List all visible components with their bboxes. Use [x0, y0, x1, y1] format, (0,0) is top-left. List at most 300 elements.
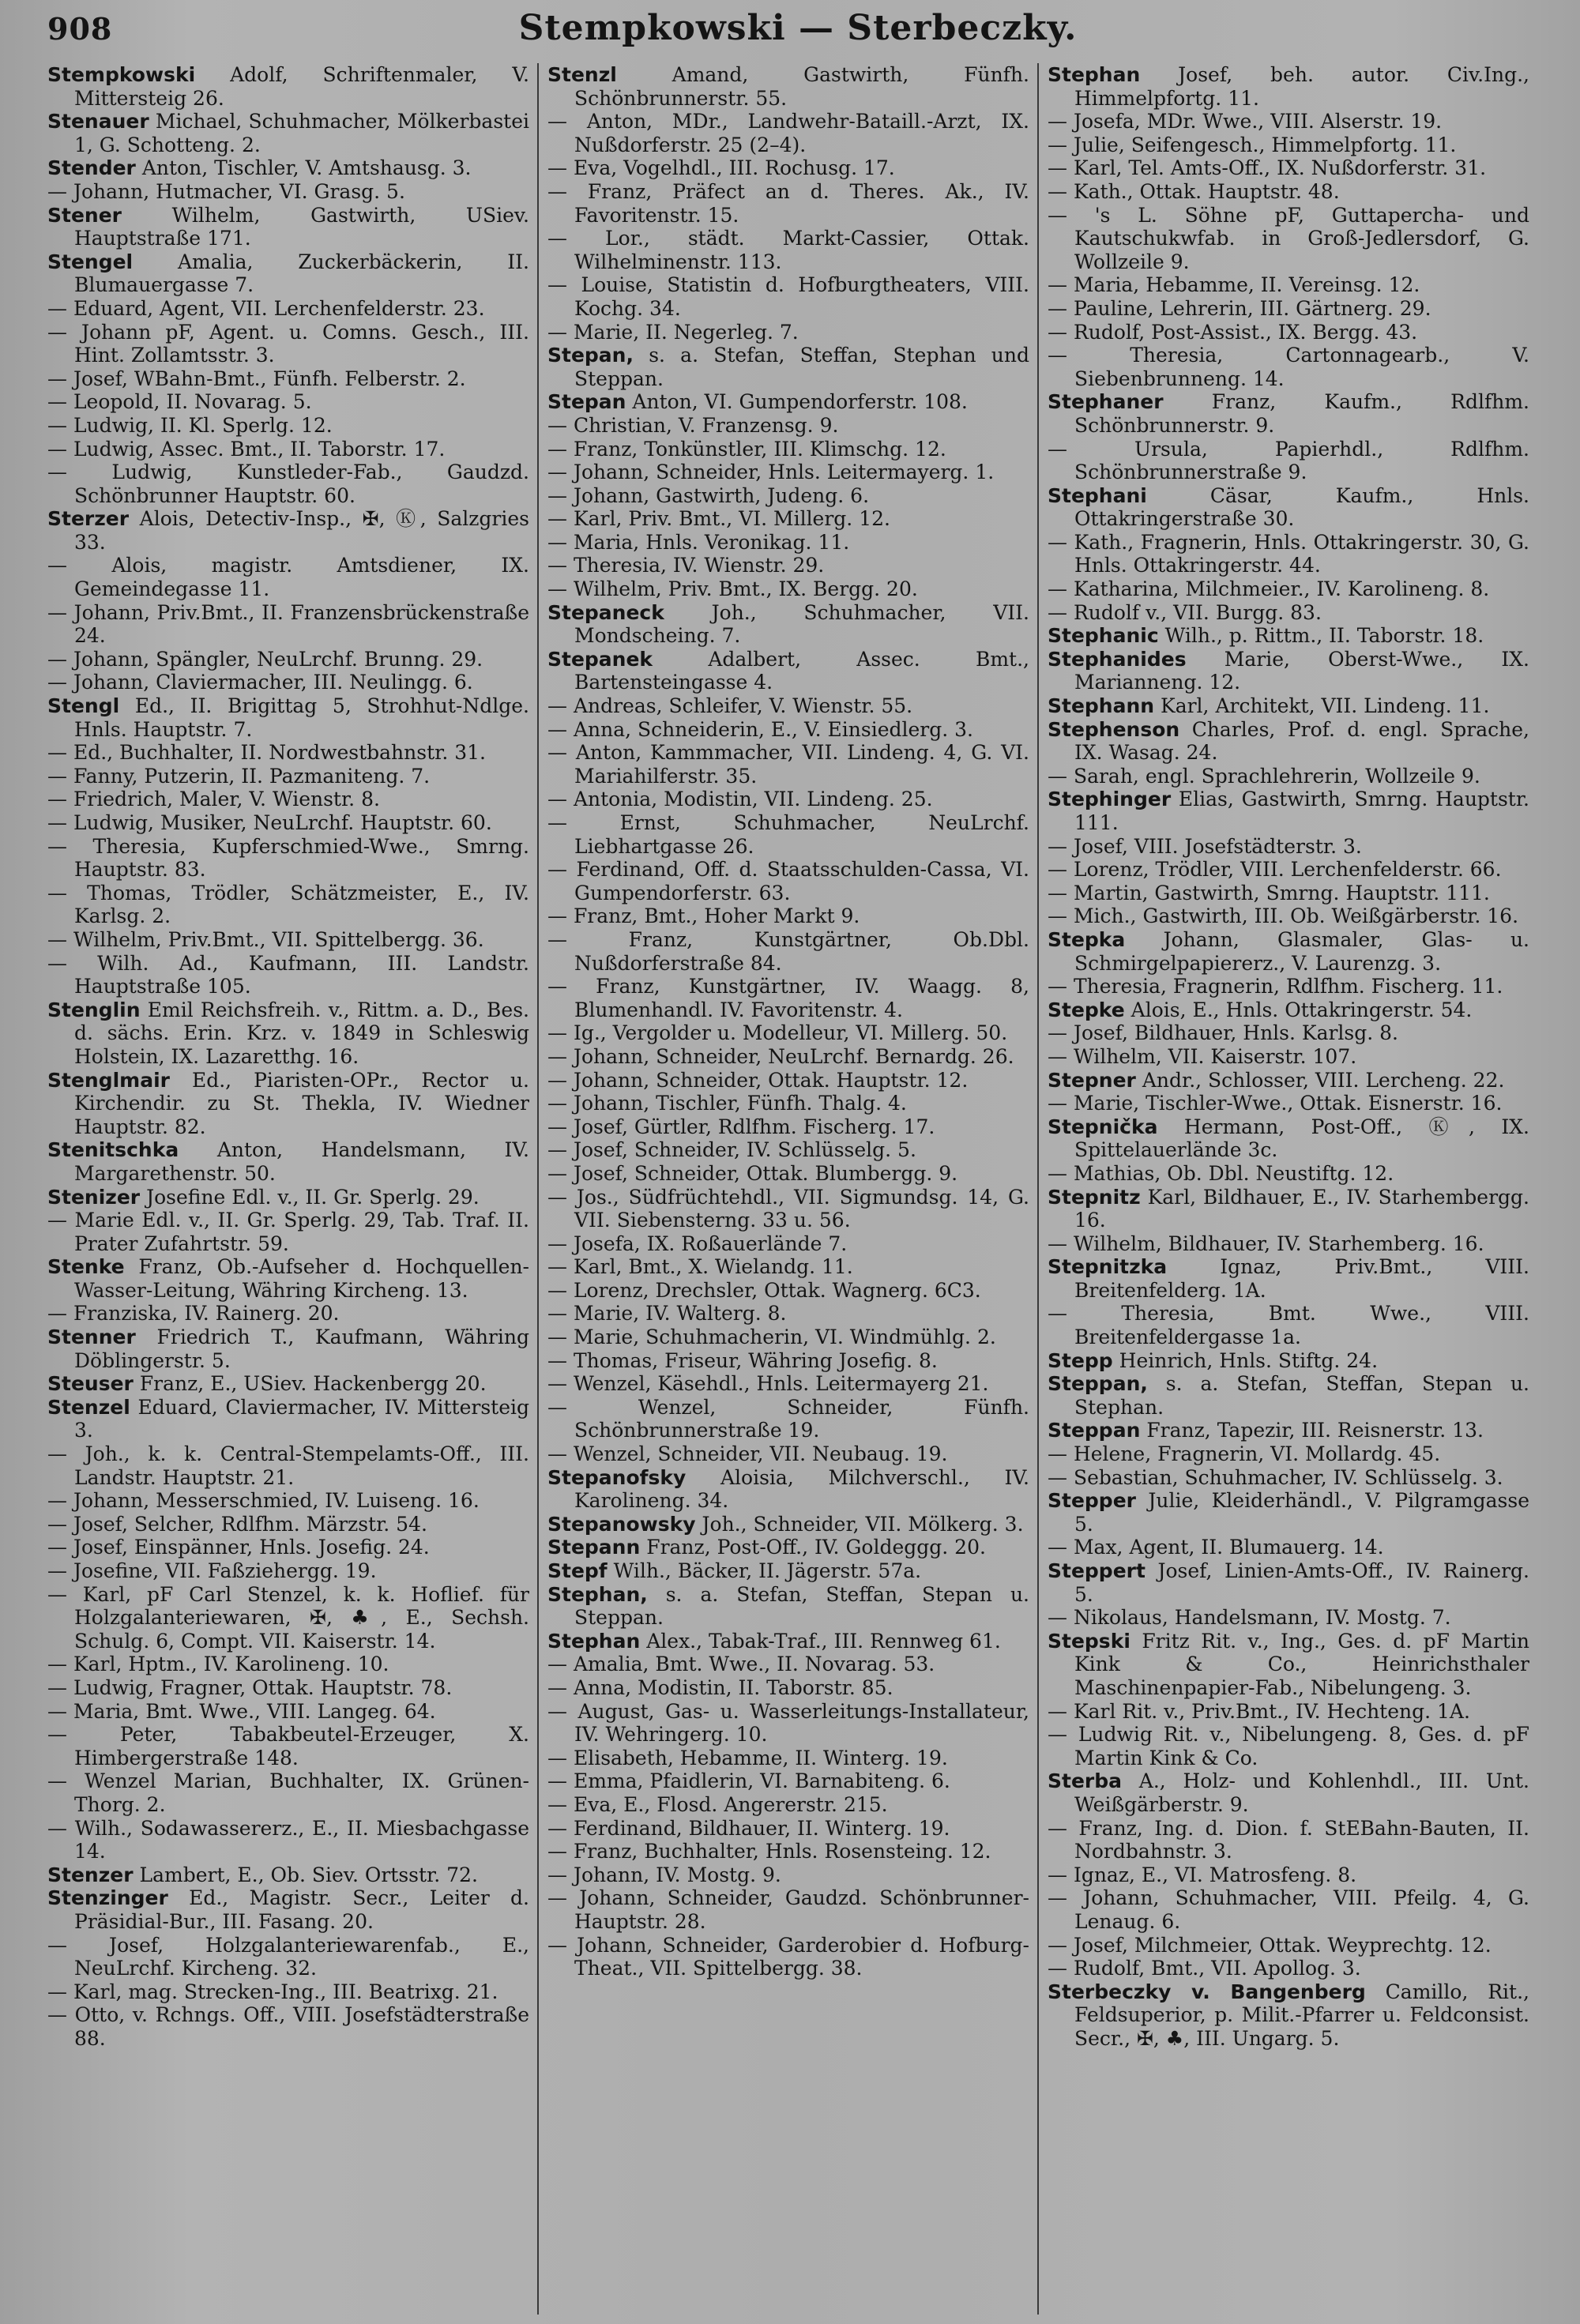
entry-text: Anton, Handelsmann, IV. Margarethenstr. 50.	[74, 1138, 529, 1185]
directory-entry	[1048, 835, 1529, 859]
entry-text: — Thomas, Trödler, Schätzmeister, E., IV. Karlsg. 2.	[47, 881, 529, 928]
directory-entry	[547, 1092, 1029, 1115]
entry-surname: Stephan	[1048, 63, 1141, 86]
entry-text: — Karl, Priv. Bmt., VI. Millerg. 12.	[547, 507, 890, 531]
entry-text: Anton, Tischler, V. Amtshausg. 3.	[135, 156, 472, 180]
directory-entry	[547, 928, 1029, 975]
column-divider	[537, 63, 539, 2315]
directory-entry	[47, 1653, 529, 1676]
entry-text: — Sebastian, Schuhmacher, IV. Schlüsselg. 3.	[1048, 1465, 1503, 1489]
entry-text: Andr., Schlosser, VIII. Lercheng. 22.	[1135, 1068, 1505, 1092]
entry-surname: Stephani	[1048, 483, 1147, 507]
entry-text: — Franz, Kunstgärtner, Ob.Dbl. Nußdorferstraße 84.	[547, 927, 1029, 975]
directory-entry	[1048, 1489, 1529, 1536]
entry-text: — Franz, Präfect an d. Theres. Ak., IV. Favoritenstr. 15.	[547, 179, 1029, 227]
directory-entry	[47, 297, 529, 321]
entry-text: Wilh., Bäcker, II. Jägerstr. 57a.	[607, 1559, 922, 1582]
entry-text: — Max, Agent, II. Blumauerg. 14.	[1048, 1536, 1384, 1559]
directory-entry	[547, 601, 1029, 648]
directory-entry	[1048, 1442, 1529, 1466]
entry-text: — Louise, Statistin d. Hofburgtheaters, VIII. Kochg. 34.	[547, 273, 1029, 320]
directory-entry	[1048, 63, 1529, 110]
directory-entry	[547, 741, 1029, 788]
directory-entry	[547, 1934, 1029, 1980]
entry-text: — Theresia, Bmt. Wwe., VIII. Breitenfeldergasse 1a.	[1048, 1302, 1529, 1349]
entry-text: Wilh., p. Rittm., II. Taborstr. 18.	[1158, 624, 1484, 648]
directory-entry	[1048, 1021, 1529, 1045]
directory-entry	[47, 952, 529, 998]
directory-entry	[547, 1536, 1029, 1559]
directory-entry	[547, 438, 1029, 461]
entry-text: — Peter, Tabakbeutel-Erzeuger, X. Himbergerstraße 148.	[47, 1723, 529, 1769]
directory-entry	[1048, 1536, 1529, 1559]
entry-text: — Josef, Gürtler, Rdlfhm. Fischerg. 17.	[547, 1115, 935, 1138]
directory-entry	[47, 788, 529, 811]
entry-text: Josefine Edl. v., II. Gr. Sperlg. 29.	[140, 1185, 480, 1209]
directory-entry	[547, 718, 1029, 742]
entry-text: — Theresia, Cartonnagearb., V. Siebenbrunneng. 14.	[1048, 344, 1529, 390]
directory-entry	[1048, 1863, 1529, 1887]
entry-surname: Stepann	[547, 1536, 641, 1559]
entry-text: — Ig., Vergolder u. Modelleur, VI. Millerg. 50.	[547, 1021, 1008, 1045]
directory-entry	[547, 1793, 1029, 1817]
entry-text: — Ludwig, Fragner, Ottak. Hauptstr. 78.	[47, 1675, 453, 1699]
entry-text: — Pauline, Lehrerin, III. Gärtnerg. 29.	[1048, 296, 1431, 320]
directory-entry	[1048, 484, 1529, 531]
directory-entry	[47, 1138, 529, 1185]
entry-text: — Kath., Fragnerin, Hnls. Ottakringerstr. 30, G. Hnls. Ottakringerstr. 44.	[1048, 530, 1529, 577]
entry-text: — Josef, Milchmeier, Ottak. Weyprechtg. 12.	[1048, 1933, 1492, 1957]
entry-surname: Stepnička	[1048, 1115, 1158, 1138]
directory-entry	[547, 1700, 1029, 1747]
directory-entry	[47, 180, 529, 204]
directory-entry	[1048, 928, 1529, 975]
directory-entry	[547, 180, 1029, 227]
entry-surname: Stepka	[1048, 927, 1126, 951]
directory-entry	[47, 1863, 529, 1887]
entry-text: — Rudolf, Bmt., VII. Apollog. 3.	[1048, 1957, 1361, 1980]
running-title: Stempkowski — Sterbeczky.	[518, 8, 1078, 48]
directory-entry	[1048, 1162, 1529, 1186]
entry-surname: Stenzer	[47, 1863, 134, 1886]
entry-text: Karl, Bildhauer, E., IV. Starhembergg. 16.	[1074, 1185, 1529, 1232]
entry-text: — Wilh. Ad., Kaufmann, III. Landstr. Hauptstraße 105.	[47, 951, 529, 998]
entry-surname: Stephenson	[1048, 717, 1180, 741]
directory-entry	[547, 1513, 1029, 1536]
directory-entry	[47, 156, 529, 180]
entry-text: Camillo, Rit., Feldsuperior, p. Milit.-Pfarrer u. Feldconsist. Secr., ✠, ♣, III. Ungarg. 5.	[1074, 1980, 1529, 2050]
entry-text: Adolf, Schriftenmaler, V. Mittersteig 26.	[74, 63, 529, 110]
directory-entry	[1048, 975, 1529, 998]
directory-entry	[1048, 156, 1529, 180]
directory-entry	[547, 344, 1029, 390]
entry-surname: Stengl	[47, 694, 120, 718]
directory-entry	[1048, 110, 1529, 133]
directory-entry	[47, 250, 529, 297]
entry-surname: Stephanides	[1048, 647, 1187, 671]
directory-entry	[547, 1396, 1029, 1442]
directory-entry	[47, 1723, 529, 1769]
directory-entry	[1048, 1980, 1529, 2051]
entry-text: Franz, E., USiev. Hackenbergg 20.	[133, 1372, 487, 1396]
entry-surname: Stenizer	[47, 1185, 141, 1209]
entry-text: Joh., Schuhmacher, VII. Mondscheing. 7.	[574, 600, 1029, 648]
directory-entry	[47, 671, 529, 694]
directory-entry	[547, 1255, 1029, 1279]
directory-entry	[547, 1442, 1029, 1466]
directory-entry	[1048, 648, 1529, 694]
entry-text: — Johann, Tischler, Fünfh. Thalg. 4.	[547, 1092, 907, 1115]
entry-text: — Johann, Schneider, Ottak. Hauptstr. 12.	[547, 1068, 969, 1092]
directory-entry	[547, 1021, 1029, 1045]
entry-surname: Stepnitzka	[1048, 1255, 1168, 1279]
entry-text: Charles, Prof. d. engl. Sprache, IX. Wasag. 24.	[1074, 717, 1529, 765]
entry-surname: Stepper	[1048, 1489, 1136, 1513]
entry-text: Julie, Kleiderhändl., V. Pilgramgasse 5.	[1074, 1489, 1529, 1536]
directory-entry	[547, 1045, 1029, 1069]
directory-entry	[547, 1769, 1029, 1793]
directory-entry	[1048, 1186, 1529, 1232]
entry-text: — Johann, Schneider, NeuLrchf. Bernardg. 26.	[547, 1044, 1014, 1068]
entry-text: Alex., Tabak-Traf., III. Rennweg 61.	[640, 1629, 1001, 1653]
entry-text: — Theresia, Fragnerin, Rdlfhm. Fischerg. 11.	[1048, 975, 1503, 998]
page-header	[47, 5, 1548, 60]
entry-surname: Stepski	[1048, 1629, 1130, 1653]
entry-text: — Ludwig, Kunstleder-Fab., Gaudzd. Schönbrunner Hauptstr. 60.	[47, 461, 529, 507]
directory-entry	[1048, 321, 1529, 344]
entry-text: — Josef, Holzgalanteriewarenfab., E., NeuLrchf. Kircheng. 32.	[47, 1933, 529, 1980]
directory-entry	[47, 1769, 529, 1816]
entry-text: Elias, Gastwirth, Smrng. Hauptstr. 111.	[1074, 788, 1529, 834]
entry-surname: Stenzl	[547, 63, 617, 86]
entry-text: — Marie, II. Negerleg. 7.	[547, 320, 799, 344]
entry-text: Amand, Gastwirth, Fünfh. Schönbrunnerstr. 55.	[574, 63, 1029, 110]
entry-text: — Ursula, Papierhdl., Rdlfhm. Schönbrunnerstraße 9.	[1048, 437, 1529, 484]
entry-text: — Anton, MDr., Landwehr-Bataill.-Arzt, IX. Nußdorferstr. 25 (2–4).	[547, 110, 1029, 156]
directory-entry	[547, 63, 1029, 110]
directory-entry	[547, 1372, 1029, 1396]
directory-entry	[1048, 718, 1529, 765]
entry-text: — Lorenz, Trödler, VIII. Lerchenfelderstr. 66.	[1048, 858, 1502, 882]
directory-entry	[47, 110, 529, 156]
entry-text: Ed., Magistr. Secr., Leiter d. Präsidial-Bur., III. Fasang. 20.	[74, 1886, 529, 1933]
entry-surname: Stephann	[1048, 694, 1155, 718]
directory-entry	[47, 2003, 529, 2050]
entry-text: — Mathias, Ob. Dbl. Neustiftg. 12.	[1048, 1161, 1394, 1185]
entry-text: Anton, VI. Gumpendorferstr. 108.	[626, 390, 968, 414]
entry-text: — Ernst, Schuhmacher, NeuLrchf. Liebhartgasse 26.	[547, 811, 1029, 858]
entry-text: — Eva, E., Flosd. Angererstr. 215.	[547, 1792, 888, 1816]
entry-text: — Johann, Schneider, Garderobier d. Hofburg-Theat., VII. Spittelbergg. 38.	[547, 1933, 1029, 1980]
entry-surname: Stephanic	[1048, 624, 1159, 648]
directory-entry	[1048, 297, 1529, 321]
entry-text: — Theresia, IV. Wienstr. 29.	[547, 554, 825, 577]
entry-text: s. a. Stefan, Steffan, Stepan u. Steppan.	[574, 1582, 1029, 1630]
directory-entry	[1048, 344, 1529, 390]
directory-entry	[1048, 601, 1529, 625]
entry-text: — Franz, Ing. d. Dion. f. StEBahn-Bauten, II. Nordbahnstr. 3.	[1048, 1816, 1529, 1863]
entry-text: — Johann, Priv.Bmt., II. Franzensbrückenstraße 24.	[47, 600, 529, 648]
entry-text: — Rudolf v., VII. Burgg. 83.	[1048, 600, 1322, 624]
directory-entry	[47, 204, 529, 250]
entry-surname: Steppert	[1048, 1559, 1146, 1582]
directory-entry	[47, 1255, 529, 1302]
directory-entry	[47, 1559, 529, 1583]
entry-surname: Stepanek	[547, 647, 653, 671]
directory-entry	[547, 1115, 1029, 1139]
entry-text: — Karl, mag. Strecken-Ing., III. Beatrixg. 21.	[47, 1980, 498, 2003]
directory-entry	[1048, 1886, 1529, 1933]
entry-surname: Sterba	[1048, 1769, 1123, 1793]
entry-text: Aloisia, Milchverschl., IV. Karolineng. 34.	[574, 1465, 1029, 1513]
entry-text: — Wenzel, Schneider, Fünfh. Schönbrunnerstraße 19.	[547, 1395, 1029, 1442]
entry-text: — Rudolf, Post-Assist., IX. Bergg. 43.	[1048, 320, 1418, 344]
entry-surname: Sterzer	[47, 507, 130, 531]
entry-surname: Stempkowski	[47, 63, 196, 86]
directory-entry	[47, 367, 529, 391]
entry-text: — Christian, V. Franzensg. 9.	[547, 413, 839, 437]
entry-text: — Jos., Südfrüchtehdl., VII. Sigmundsg. 14, G. VII. Siebensterng. 33 u. 56.	[547, 1185, 1029, 1232]
directory-entry	[547, 1863, 1029, 1887]
directory-entry	[1048, 133, 1529, 157]
entry-text: Franz, Tapezir, III. Reisnerstr. 13.	[1140, 1419, 1484, 1442]
directory-entry	[47, 1513, 529, 1536]
directory-entry	[47, 390, 529, 414]
entry-text: — Wilhelm, Priv.Bmt., VII. Spittelbergg. 36.	[47, 927, 484, 951]
directory-entry	[1048, 1255, 1529, 1302]
directory-entry	[547, 648, 1029, 694]
column-divider	[1037, 63, 1039, 2315]
directory-entry	[1048, 1559, 1529, 1606]
entry-text: — Franz, Bmt., Hoher Markt 9.	[547, 904, 860, 928]
entry-text: — Wilhelm, VII. Kaiserstr. 107.	[1048, 1044, 1357, 1068]
entry-text: s. a. Stefan, Steffan, Stephan und Steppan.	[574, 344, 1029, 390]
entry-text: — Ludwig, Musiker, NeuLrchf. Hauptstr. 60.	[47, 811, 492, 834]
entry-text: — Maria, Hnls. Veronikag. 11.	[547, 530, 850, 554]
entry-surname: Stender	[47, 156, 136, 180]
entry-text: — Josefine, VII. Faßziehergg. 19.	[47, 1559, 377, 1582]
directory-entry	[47, 507, 529, 554]
directory-entry	[547, 1630, 1029, 1653]
entry-text: Franz, Post-Off., IV. Goldeggg. 20.	[640, 1536, 986, 1559]
directory-entry	[47, 648, 529, 671]
entry-text: — Johann, Gastwirth, Judeng. 6.	[547, 483, 870, 507]
directory-entry	[547, 156, 1029, 180]
directory-entry	[1048, 1630, 1529, 1700]
entry-text: — Lor., städt. Markt-Cassier, Ottak. Wilhelminenstr. 113.	[547, 227, 1029, 273]
entry-text: Lambert, E., Ob. Siev. Ortsstr. 72.	[133, 1863, 478, 1886]
directory-entry	[1048, 577, 1529, 601]
entry-text: Eduard, Claviermacher, IV. Mittersteig 3.	[74, 1395, 529, 1442]
entry-text: — Josef, Einspänner, Hnls. Josefig. 24.	[47, 1536, 430, 1559]
entry-text: — Johann, Claviermacher, III. Neulingg. 6.	[47, 671, 473, 694]
directory-entry	[1048, 765, 1529, 788]
directory-entry	[47, 321, 529, 367]
directory-entry	[547, 975, 1029, 1021]
directory-entry	[1048, 904, 1529, 928]
directory-entry	[1048, 1069, 1529, 1092]
entry-text: — Katharina, Milchmeier., IV. Karolineng. 8.	[1048, 577, 1490, 601]
entry-text: — Josef, Selcher, Rdlfhm. Märzstr. 54.	[47, 1512, 427, 1536]
directory-entry	[547, 110, 1029, 156]
entry-surname: Steppan,	[1048, 1372, 1148, 1396]
entry-text: Joh., Schneider, VII. Mölkerg. 3.	[695, 1512, 1024, 1536]
directory-entry	[547, 1349, 1029, 1373]
directory-entry	[47, 1536, 529, 1559]
entry-text: Josef, beh. autor. Civ.Ing., Himmelpfortg. 11.	[1074, 63, 1529, 110]
directory-entry	[547, 1326, 1029, 1349]
entry-text: — Leopold, II. Novarag. 5.	[47, 390, 312, 414]
entry-text: — Andreas, Schleifer, V. Wienstr. 55.	[547, 694, 913, 718]
entry-text: — Johann, Schneider, Gaudzd. Schönbrunner-Hauptstr. 28.	[547, 1886, 1029, 1933]
entry-text: Marie, Oberst-Wwe., IX. Marianneng. 12.	[1074, 647, 1529, 694]
directory-entry	[1048, 531, 1529, 577]
directory-entry	[547, 1583, 1029, 1630]
entry-surname: Stenitschka	[47, 1138, 179, 1162]
directory-entry	[1048, 858, 1529, 882]
column-1	[47, 63, 529, 2315]
entry-text: — Amalia, Bmt. Wwe., II. Novarag. 53.	[547, 1653, 935, 1676]
directory-entry	[547, 1069, 1029, 1092]
entry-text: — Johann pF, Agent. u. Comns. Gesch., III. Hint. Zollamtsstr. 3.	[47, 320, 529, 367]
directory-entry	[1048, 1466, 1529, 1490]
entry-text: — Martin, Gastwirth, Smrng. Hauptstr. 111.	[1048, 881, 1490, 904]
directory-entry	[1048, 390, 1529, 437]
directory-entry	[547, 1559, 1029, 1583]
directory-columns	[47, 63, 1548, 2315]
entry-text: — Ludwig, Assec. Bmt., II. Taborstr. 17.	[47, 437, 446, 461]
entry-surname: Stepan	[547, 390, 626, 414]
directory-entry	[1048, 1372, 1529, 1419]
entry-text: Friedrich T., Kaufmann, Währing Döblingerstr. 5.	[74, 1326, 529, 1372]
entry-surname: Stephaner	[1048, 390, 1164, 414]
entry-surname: Stepf	[547, 1559, 608, 1582]
entry-text: Franz, Kaufm., Rdlfhm. Schönbrunnerstr. 9.	[1074, 390, 1529, 437]
directory-entry	[47, 1209, 529, 1255]
entry-text: — Ferdinand, Off. d. Staatsschulden-Cassa, VI. Gumpendorferstr. 63.	[547, 858, 1029, 904]
directory-entry	[47, 1396, 529, 1442]
directory-entry	[47, 414, 529, 438]
directory-entry	[47, 1186, 529, 1209]
entry-surname: Stephan	[547, 1629, 641, 1653]
entry-text: — Marie, Tischler-Wwe., Ottak. Eisnerstr. 16.	[1048, 1092, 1503, 1115]
directory-entry	[47, 1583, 529, 1653]
entry-surname: Stepan,	[547, 344, 634, 367]
directory-entry	[1048, 180, 1529, 204]
entry-text: — Elisabeth, Hebamme, II. Winterg. 19.	[547, 1746, 948, 1769]
directory-entry	[547, 1232, 1029, 1256]
entry-surname: Stepnitz	[1048, 1185, 1141, 1209]
entry-text: — Johann, Schneider, Hnls. Leitermayerg. 1.	[547, 461, 995, 484]
entry-text: — Josefa, IX. Roßauerlände 7.	[547, 1232, 848, 1255]
directory-entry	[47, 694, 529, 741]
directory-entry	[1048, 1934, 1529, 1957]
entry-text: — August, Gas- u. Wasserleitungs-Installateur, IV. Wehringerg. 10.	[547, 1699, 1029, 1747]
entry-text: Ignaz, Priv.Bmt., VIII. Breitenfelderg. 1A.	[1074, 1255, 1529, 1302]
directory-entry	[47, 882, 529, 928]
entry-text: — Kath., Ottak. Hauptstr. 48.	[1048, 179, 1340, 203]
entry-text: Hermann, Post-Off., Ⓚ, IX. Spittelauerlände 3c.	[1074, 1115, 1529, 1162]
entry-surname: Stepner	[1048, 1068, 1136, 1092]
entry-text: — Ignaz, E., VI. Matrosfeng. 8.	[1048, 1863, 1357, 1886]
directory-entry	[47, 461, 529, 507]
entry-text: Emil Reichsfreih. v., Rittm. a. D., Bes. d. sächs. Erin. Krz. v. 1849 in Schleswig Holstein, IX. Lazaretthg. 16.	[74, 998, 529, 1068]
entry-surname: Stenke	[47, 1255, 125, 1279]
directory-entry	[547, 1676, 1029, 1700]
entry-text: — Johann, Messerschmied, IV. Luiseng. 16.	[47, 1489, 480, 1513]
directory-entry	[1048, 1092, 1529, 1115]
directory-entry	[47, 1069, 529, 1139]
entry-text: — Eduard, Agent, VII. Lerchenfelderstr. 23.	[47, 296, 485, 320]
directory-entry	[1048, 273, 1529, 297]
directory-entry	[47, 1372, 529, 1396]
directory-entry	[47, 835, 529, 882]
directory-entry	[1048, 1723, 1529, 1769]
directory-entry	[547, 1302, 1029, 1326]
entry-surname: Stenzinger	[47, 1886, 168, 1910]
directory-entry	[547, 904, 1029, 928]
directory-entry	[547, 273, 1029, 320]
entry-text: — Josef, Schneider, Ottak. Blumbergg. 9.	[547, 1161, 958, 1185]
directory-entry	[547, 694, 1029, 718]
entry-text: — Ferdinand, Bildhauer, II. Winterg. 19.	[547, 1816, 950, 1840]
entry-surname: Stepp	[1048, 1348, 1113, 1372]
entry-text: — Franziska, IV. Rainerg. 20.	[47, 1302, 340, 1326]
directory-entry	[1048, 1957, 1529, 1980]
entry-surname: Stepke	[1048, 998, 1125, 1021]
entry-text: — Anna, Schneiderin, E., V. Einsiedlerg. 3.	[547, 717, 973, 741]
directory-entry	[47, 811, 529, 835]
entry-text: — Anton, Kammmacher, VII. Lindeng. 4, G. VI. Mariahilferstr. 35.	[547, 741, 1029, 788]
directory-entry	[547, 507, 1029, 531]
directory-entry	[47, 1934, 529, 1980]
directory-entry	[47, 1302, 529, 1326]
directory-entry	[547, 858, 1029, 904]
directory-entry	[1048, 438, 1529, 484]
entry-surname: Stephinger	[1048, 788, 1172, 811]
directory-entry	[1048, 1606, 1529, 1630]
entry-text: Heinrich, Hnls. Stiftg. 24.	[1112, 1348, 1379, 1372]
entry-text: — Lorenz, Drechsler, Ottak. Wagnerg. 6C3.	[547, 1278, 981, 1302]
entry-text: — Wenzel, Schneider, VII. Neubaug. 19.	[547, 1442, 948, 1466]
entry-text: — Mich., Gastwirth, III. Ob. Weißgärberstr. 16.	[1048, 904, 1519, 928]
directory-entry	[1048, 624, 1529, 648]
entry-surname: Stepanofsky	[547, 1465, 687, 1489]
directory-entry	[547, 321, 1029, 344]
entry-text: Cäsar, Kaufm., Hnls. Ottakringerstraße 30.	[1074, 483, 1529, 531]
directory-entry	[547, 1653, 1029, 1676]
directory-entry	[547, 554, 1029, 577]
directory-entry	[547, 227, 1029, 273]
entry-text: Ed., Piaristen-OPr., Rector u. Kirchendir. zu St. Thekla, IV. Wiedner Hauptstr. 82.	[74, 1068, 529, 1138]
directory-entry	[547, 1162, 1029, 1186]
directory-entry	[547, 1186, 1029, 1232]
entry-text: — Marie, IV. Walterg. 8.	[547, 1302, 787, 1326]
directory-entry	[1048, 1817, 1529, 1863]
entry-text: — Wenzel Marian, Buchhalter, IX. Grünen-Thorg. 2.	[47, 1769, 529, 1816]
entry-text: Johann, Glasmaler, Glas- u. Schmirgelpapiererz., V. Laurenzg. 3.	[1074, 927, 1529, 975]
entry-text: Ed., II. Brigittag 5, Strohhut-Ndlge. Hnls. Hauptstr. 7.	[74, 694, 529, 741]
entry-text: — Josef, Bildhauer, Hnls. Karlsg. 8.	[1048, 1021, 1398, 1045]
entry-text: Karl, Architekt, VII. Lindeng. 11.	[1154, 694, 1490, 718]
entry-text: — Franz, Kunstgärtner, IV. Waagg. 8, Blumenhandl. IV. Favoritenstr. 4.	[547, 975, 1029, 1021]
entry-text: — Karl, Bmt., X. Wielandg. 11.	[547, 1255, 853, 1279]
entry-text: — Johann, Spängler, NeuLrchf. Brunng. 29.	[47, 647, 483, 671]
entry-surname: Sterbeczky v. Bangenberg	[1048, 1980, 1366, 2003]
entry-text: — Nikolaus, Handelsmann, IV. Mostg. 7.	[1048, 1606, 1451, 1630]
directory-entry	[47, 1442, 529, 1489]
entry-surname: Stenauer	[47, 110, 149, 133]
